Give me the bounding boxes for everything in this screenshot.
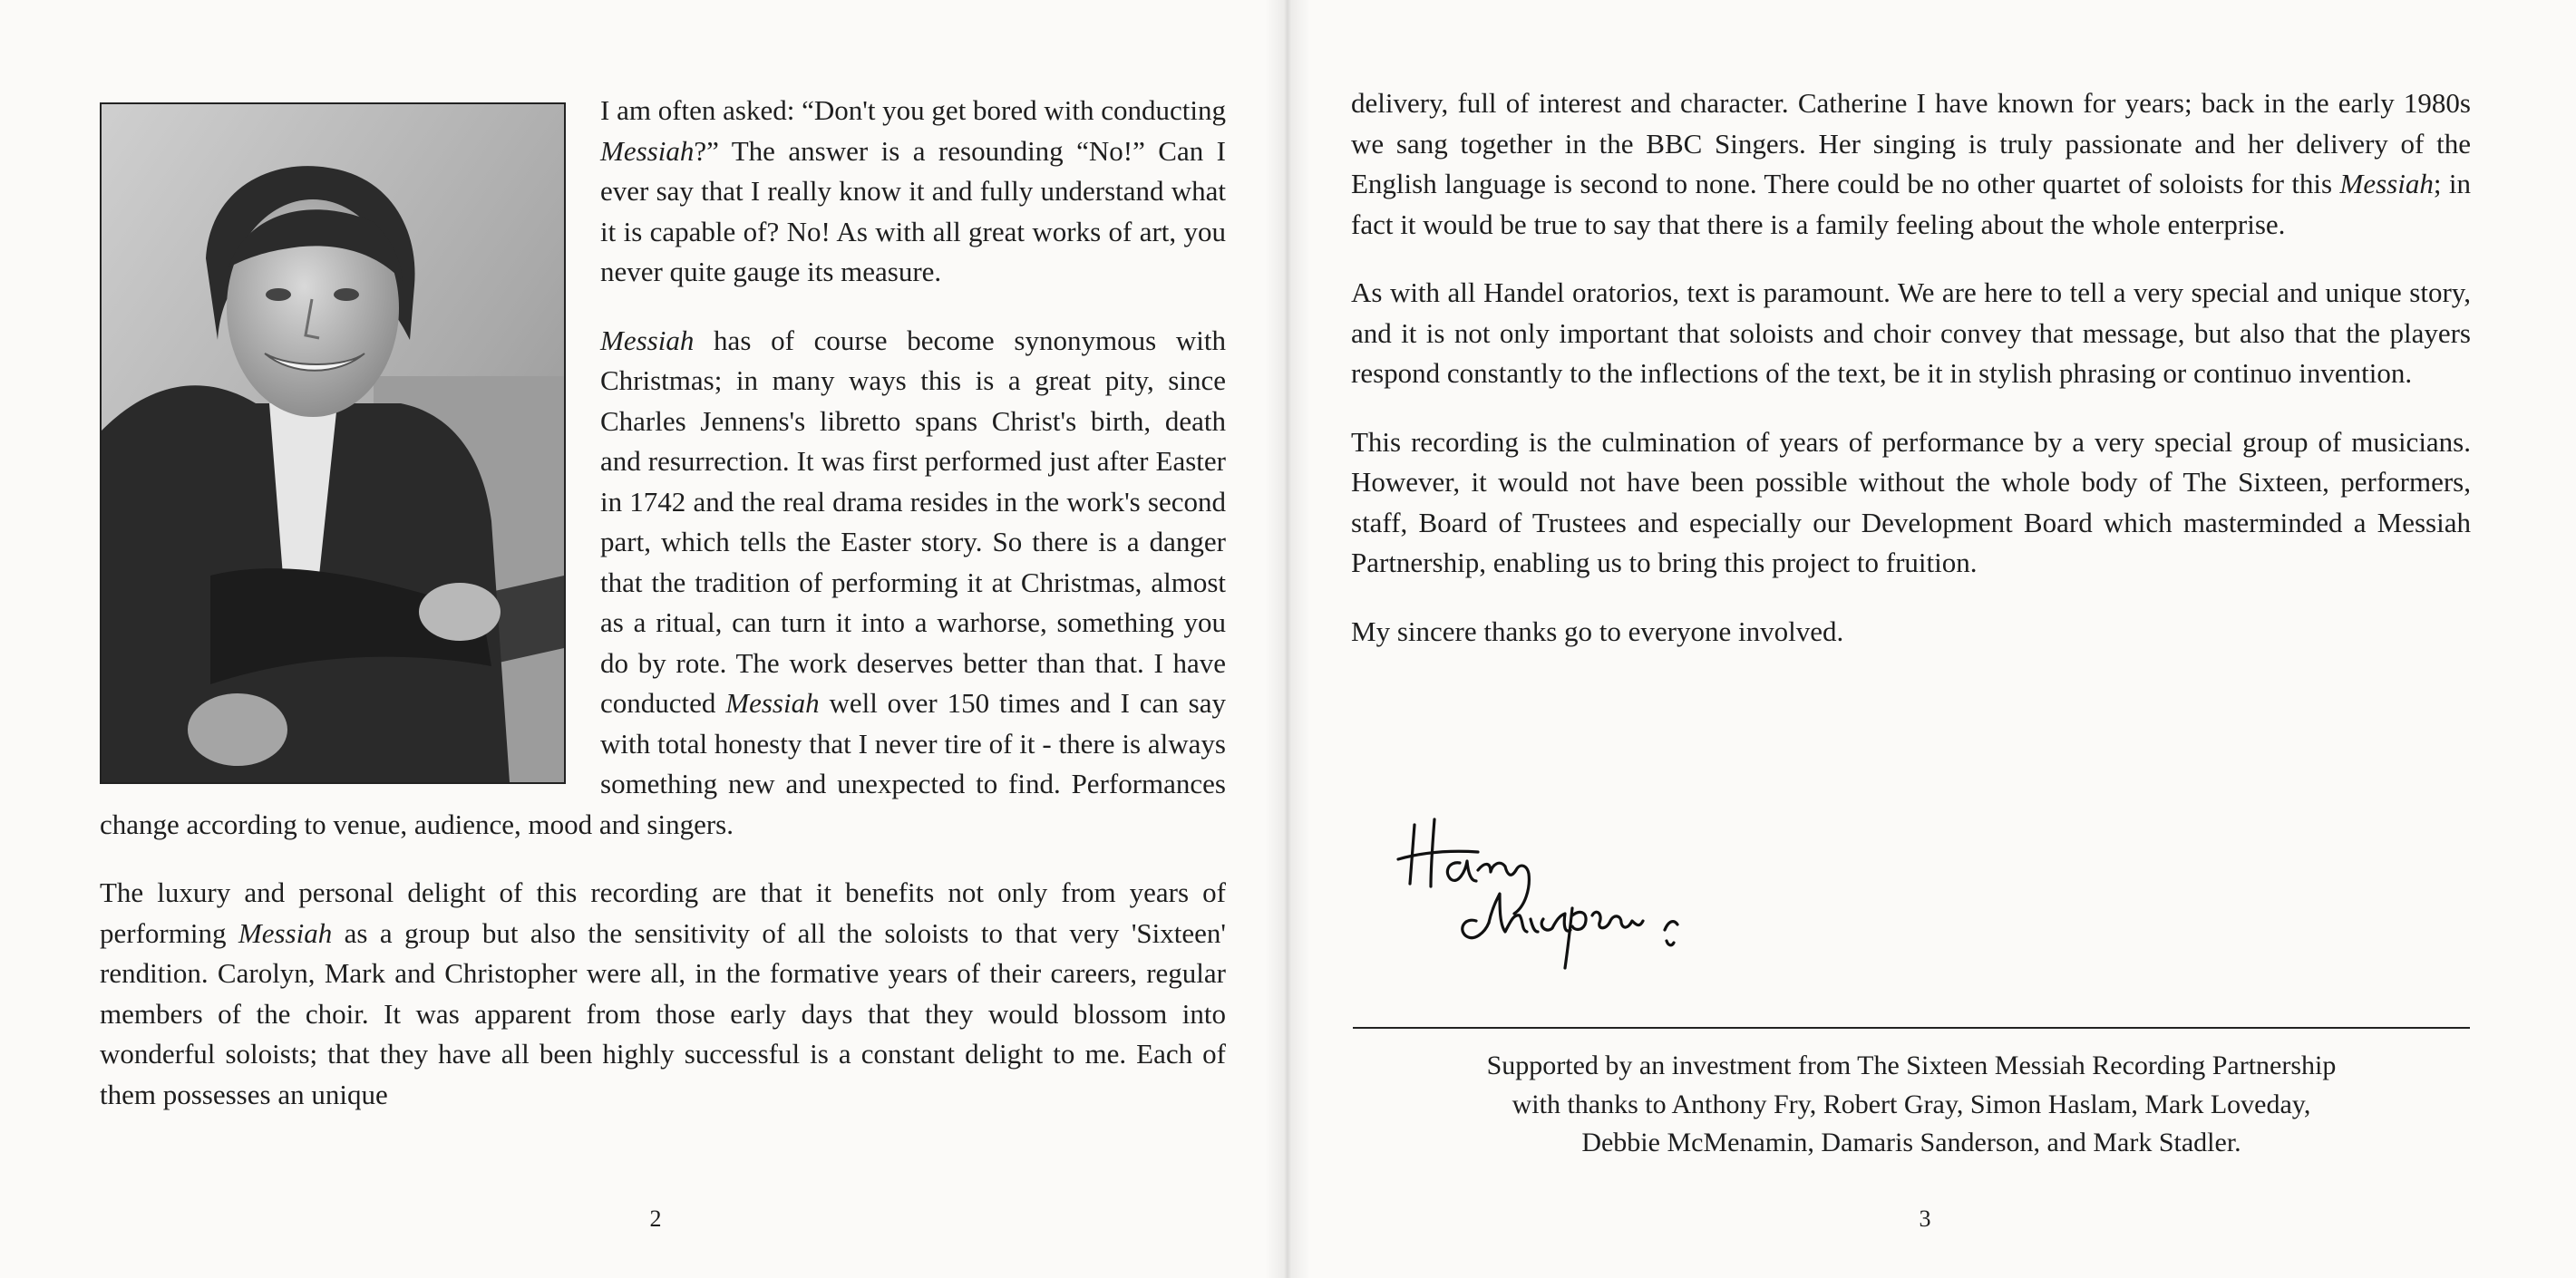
paragraph-catherine <box>1351 83 2471 245</box>
paragraph-thanks <box>1351 612 2471 653</box>
text-run: has of course become synonymous with Christmas; in many ways this is a great pity, since Charles Jennens's libretto spans Christ's birth, death and resurrection. It was first performed just after Easter in 1742 and the real drama resides in the work's second part, which tells the Easter story. So there is a danger that the tradition of performing it at Christmas, almost as a ritual, can turn it into a warhorse, something you do by rote. The work deserves better than that. I have conducted <box>600 324 1226 719</box>
text-run: as a group but also the sensitivity of all the soloists to that very 'Sixteen' rendition. Carolyn, Mark and Christopher were all, in the formative years of their careers, regular members of the choir. It was apparent from those early days that they would blossom into wonderful soloists; that they have all been highly successful is a constant delight to me. Each of them possesses an unique <box>100 916 1226 1110</box>
text-run: The luxury and personal delight of this recording are that it benefits not only from years of performing <box>100 876 1226 949</box>
italic-title: Messiah <box>238 916 333 949</box>
text-run: My sincere thanks go to everyone involved. <box>1351 615 1844 647</box>
credits-line-3: Debbie McMenamin, Damaris Sanderson, and Mark Stadler. <box>1581 1128 2241 1157</box>
text-run: well over 150 times and I can say with total honesty that I never tire of it - there is always something new and unexpected to find. Performances change according to venue, audience, mood and singers. <box>100 687 1226 840</box>
italic-title: Messiah <box>600 134 695 167</box>
left-page-text <box>100 91 1226 1143</box>
text-run: This recording is the culmination of years of performance by a very special group of musicians. However, it would not have been possible without the whole body of The Sixteen, performers, staff, Board of Trustees and especially our Development Board which masterminded a Messiah Partnership, enabling us to bring this project to fruition. <box>1351 425 2471 578</box>
italic-title: Messiah <box>725 687 820 719</box>
credits-divider <box>1353 1027 2470 1029</box>
book-gutter-shadow <box>1265 0 1310 1278</box>
paragraph-soloists <box>100 873 1226 1115</box>
paragraph-text-paramount <box>1351 273 2471 394</box>
handwritten-signature <box>1378 807 1759 988</box>
italic-title: Messiah <box>600 324 695 356</box>
page-number-right: 3 <box>1919 1205 1931 1232</box>
credits-line-1: Supported by an investment from The Sixteen Messiah Recording Partnership <box>1486 1050 2337 1080</box>
italic-title: Messiah <box>2339 168 2434 199</box>
text-run: As with all Handel oratorios, text is paramount. We are here to tell a very special and unique story, and it is not only important that soloists and choir convey that message, but also that the players respond constantly to the inflections of the text, be it in stylish phrasing or continuo invention. <box>1351 276 2471 389</box>
text-run: ; in fact it would be true to say that there is a family feeling about the whole enterprise. <box>1351 168 2471 240</box>
sponsor-credits <box>1353 1047 2470 1163</box>
page-number-left: 2 <box>649 1205 662 1232</box>
conductor-portrait-photo <box>100 102 566 784</box>
paragraph-culmination <box>1351 422 2471 584</box>
text-run: delivery, full of interest and character. Catherine I have known for years; back in the early 1980s we sang together in the BBC Singers. Her singing is truly passionate and her delivery of the English language is second to none. There could be no other quartet of soloists for this <box>1351 87 2471 199</box>
text-run: I am often asked: “Don't you get bored with conducting <box>600 94 1226 126</box>
right-page <box>1288 0 2576 1278</box>
right-page-text <box>1351 83 2471 680</box>
text-run: ?” The answer is a resounding “No!” Can I ever say that I really know it and fully understand what it is capable of? No! As with all great works of art, you never quite gauge its measure. <box>600 134 1226 287</box>
credits-line-2: with thanks to Anthony Fry, Robert Gray, Simon Haslam, Mark Loveday, <box>1512 1089 2311 1119</box>
